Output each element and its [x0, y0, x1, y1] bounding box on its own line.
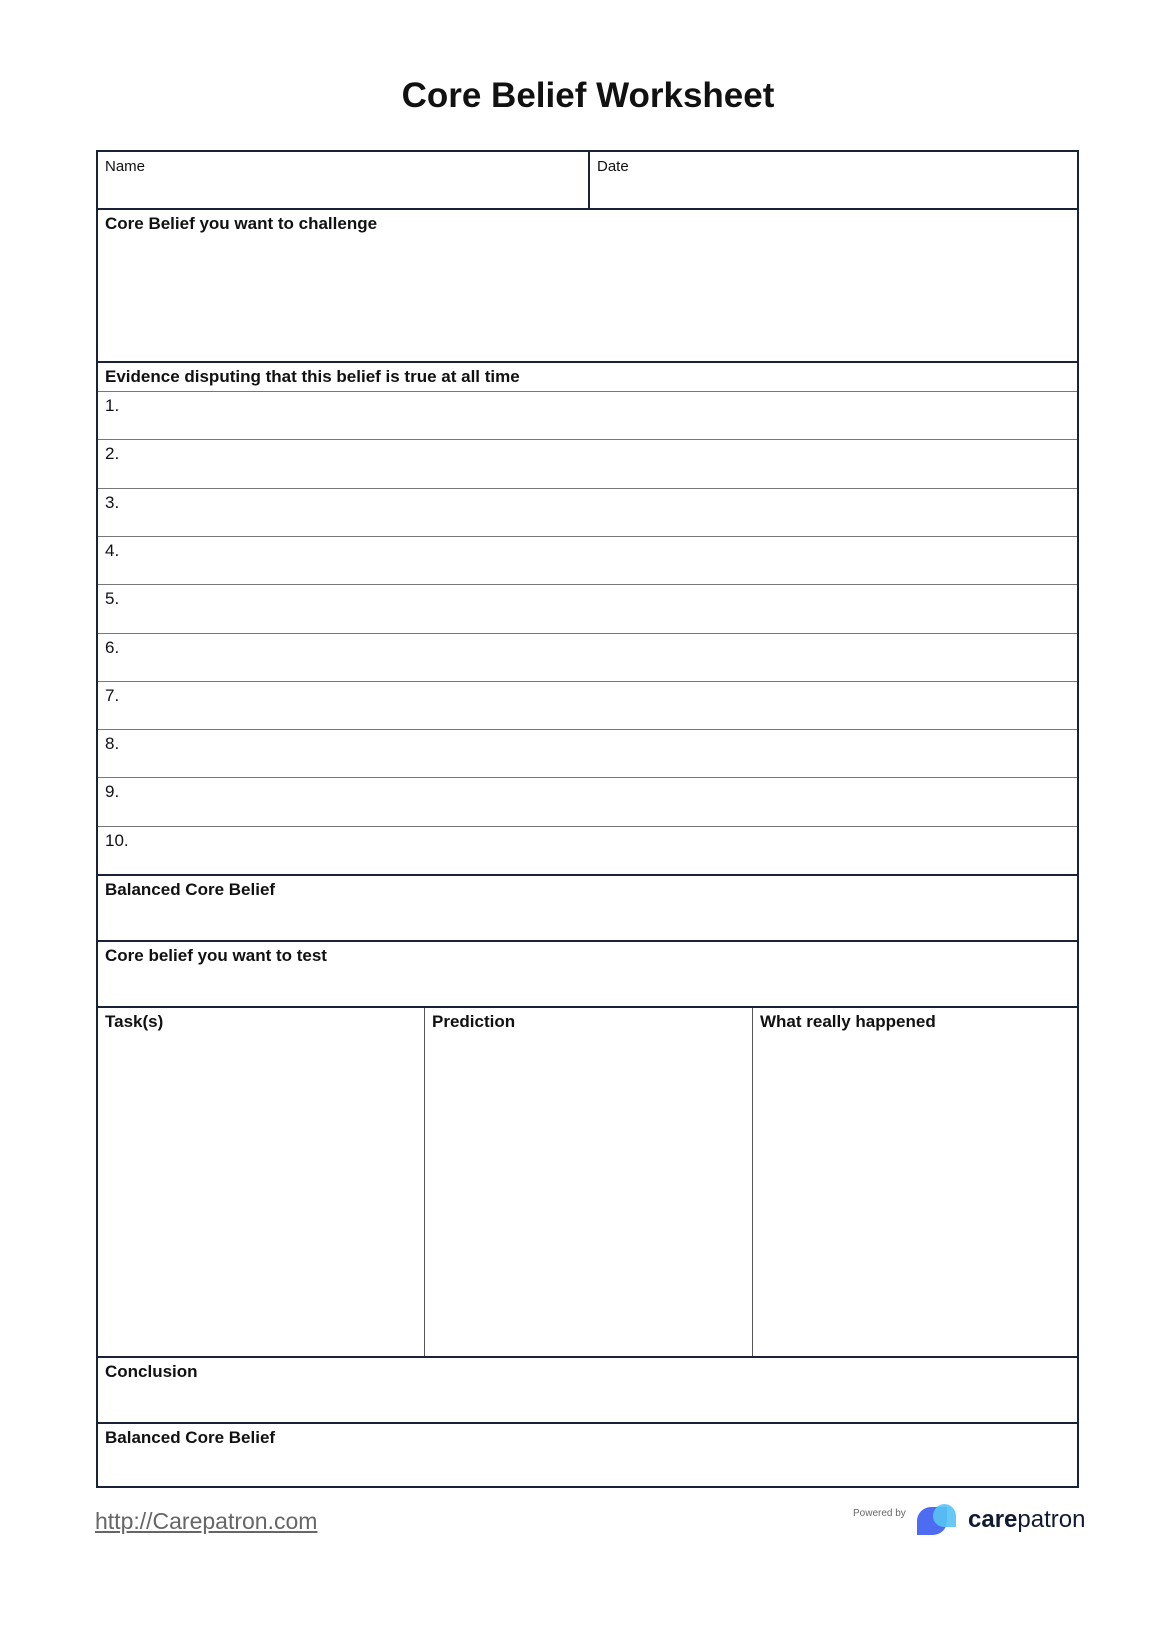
- what-happened-label: What really happened: [760, 1012, 936, 1031]
- evidence-item-number: 10.: [105, 830, 129, 850]
- conclusion-field[interactable]: [98, 1358, 1077, 1422]
- core-belief-challenge-field[interactable]: [98, 210, 1077, 363]
- evidence-item-number: 1.: [105, 396, 120, 415]
- evidence-item[interactable]: [98, 634, 1077, 681]
- evidence-item-number: 4.: [105, 540, 120, 560]
- evidence-item[interactable]: [98, 730, 1077, 777]
- evidence-item-number: 8.: [105, 734, 120, 754]
- brand-rest: patron: [1017, 1506, 1086, 1533]
- evidence-item[interactable]: [98, 778, 1077, 825]
- worksheet-table: [96, 150, 1079, 1488]
- tasks-label: Task(s): [105, 1012, 164, 1031]
- evidence-item[interactable]: [98, 440, 1077, 487]
- evidence-item-number: 6.: [105, 637, 120, 657]
- powered-by-text: Powered by: [853, 1508, 906, 1519]
- balanced-core-belief-label: Balanced Core Belief: [105, 880, 276, 899]
- conclusion-label: Conclusion: [105, 1362, 198, 1381]
- prediction-field[interactable]: [425, 1008, 752, 1356]
- evidence-item[interactable]: [98, 537, 1077, 584]
- evidence-item[interactable]: [98, 827, 1077, 874]
- name-label: Name: [105, 158, 146, 175]
- evidence-item-number: 9.: [105, 782, 120, 802]
- evidence-item-number: 7.: [105, 685, 120, 705]
- page-title: Core Belief Worksheet: [401, 76, 775, 115]
- evidence-item-number: 3.: [105, 492, 120, 512]
- evidence-item[interactable]: [98, 682, 1077, 729]
- name-field[interactable]: [98, 152, 588, 210]
- carepatron-logo-icon: [917, 1504, 967, 1536]
- evidence-item-number: 2.: [105, 444, 120, 464]
- core-belief-test-field[interactable]: [98, 942, 1077, 1006]
- balanced-core-belief-2-label: Balanced Core Belief: [105, 1428, 276, 1447]
- tasks-field[interactable]: [98, 1008, 424, 1356]
- balanced-core-belief-2-field[interactable]: [98, 1424, 1077, 1488]
- what-happened-field[interactable]: [753, 1008, 1079, 1356]
- evidence-item[interactable]: [98, 489, 1077, 536]
- balanced-core-belief-field[interactable]: [98, 876, 1077, 940]
- core-belief-challenge-label: Core Belief you want to challenge: [105, 214, 378, 233]
- evidence-item[interactable]: [98, 392, 1077, 439]
- brand-bold: care: [968, 1506, 1018, 1533]
- core-belief-test-label: Core belief you want to test: [105, 946, 327, 965]
- carepatron-brand: [968, 1506, 1085, 1534]
- prediction-label: Prediction: [432, 1012, 516, 1031]
- evidence-header: Evidence disputing that this belief is true at all time: [105, 367, 520, 386]
- date-label: Date: [597, 158, 629, 175]
- evidence-item[interactable]: [98, 585, 1077, 632]
- carepatron-link[interactable]: http://Carepatron.com: [95, 1508, 318, 1534]
- date-field[interactable]: [590, 152, 1079, 210]
- evidence-item-number: 5.: [105, 589, 120, 609]
